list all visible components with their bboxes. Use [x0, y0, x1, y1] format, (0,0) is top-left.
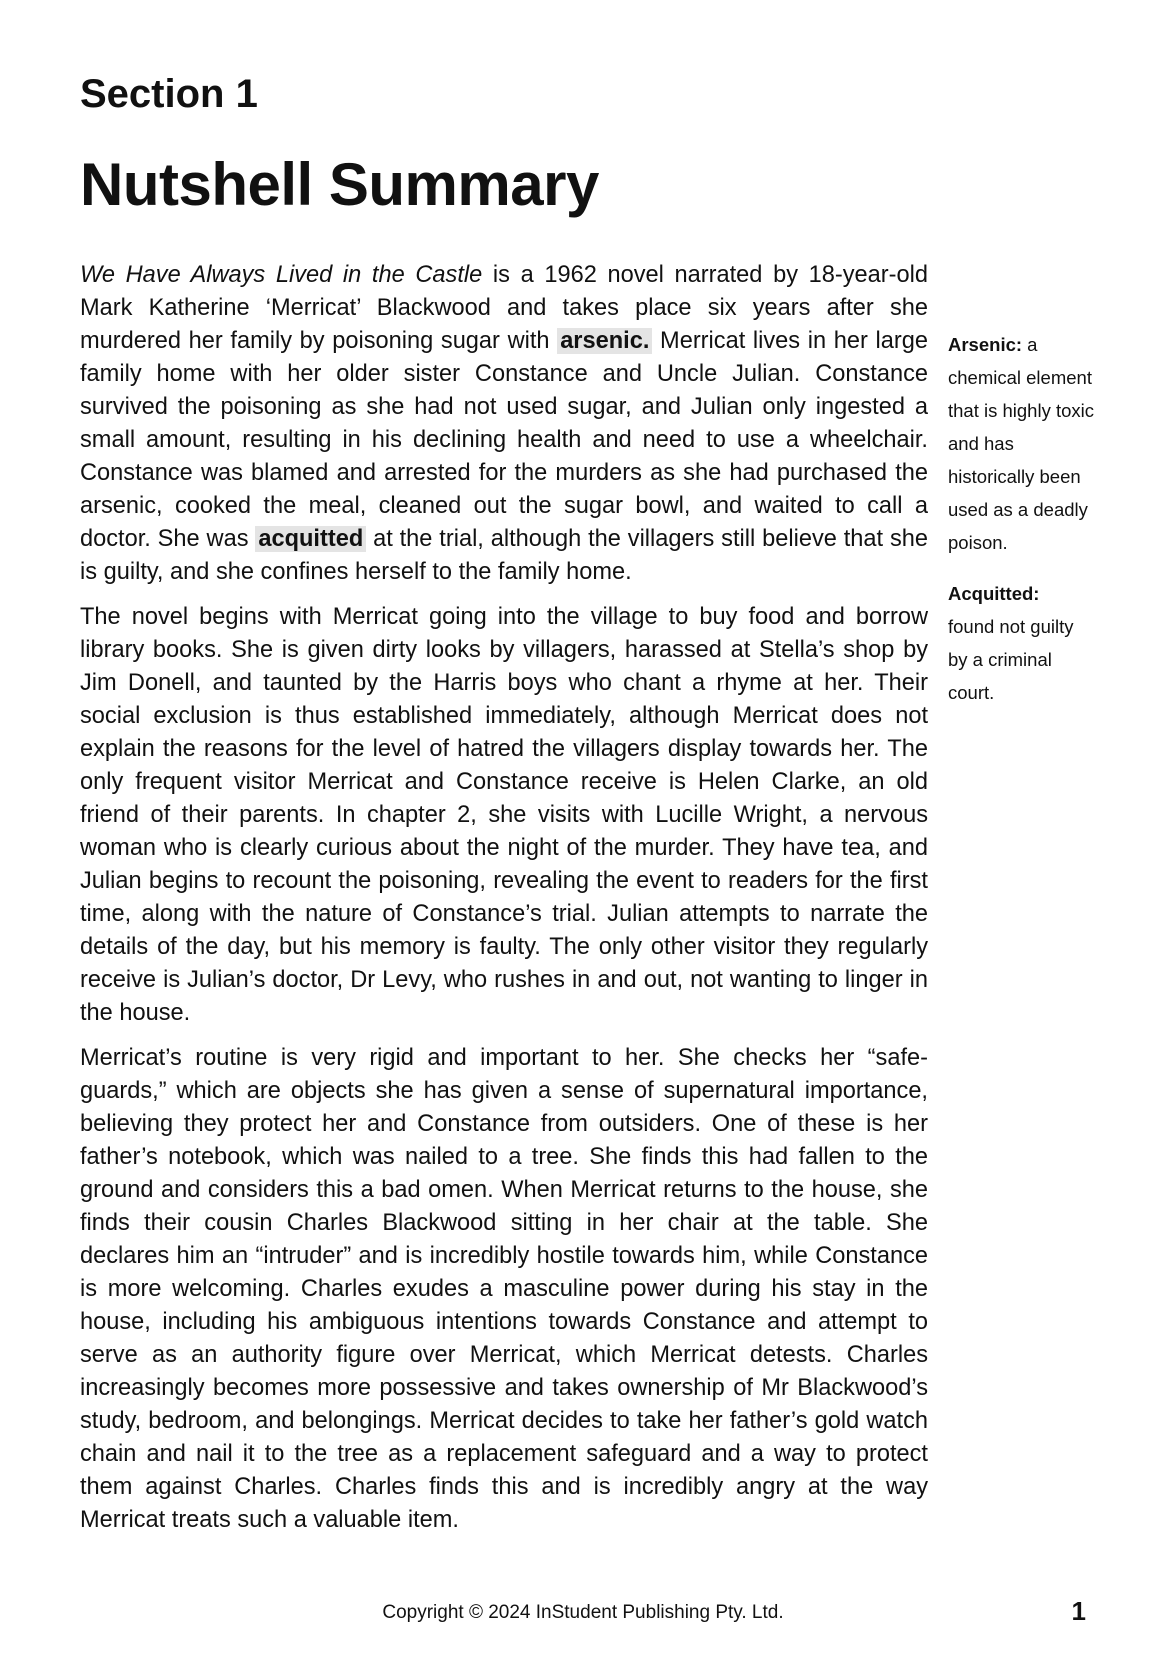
glossary-sidebar	[948, 328, 1098, 727]
main-text	[80, 259, 928, 1549]
glossary-definition: found not guilty by a criminal court.	[948, 616, 1074, 703]
paragraph-3: Merricat’s routine is very rigid and important to her. She checks her “safe-guards,” which are objects she has given a sense of supernatural importance, believing they protect her and Constance from outsiders. One of these is her father’s notebook, which was nailed to a tree. She finds this had fallen to the ground and considers this a bad omen. When Merricat returns to the house, she finds their cousin Charles Blackwood sitting in her chair at the table. She declares him an “intruder” and is incredibly hostile towards him, while Constance is more welcoming. Charles exudes a masculine power during his stay in the house, including his ambiguous intentions towards Constance and attempt to serve as an authority figure over Merricat, which Merricat detests. Charles increasingly becomes more possessive and takes ownership of Mr Blackwood’s study, bedroom, and belongings. Merricat decides to take her father’s gold watch chain and nail it to the tree as a replacement safeguard and a way to protect them against Charles. Charles finds this and is incredibly angry at the way Merricat treats such a valuable item.	[80, 1045, 928, 1533]
copyright-footer: Copyright © 2024 InStudent Publishing Pty. Ltd.	[382, 1602, 784, 1623]
paragraph-2: The novel begins with Merricat going into the village to buy food and borrow library books. She is given dirty looks by villagers, harassed at Stella’s shop by Jim Donell, and taunted by the Harris boys who chant a rhyme at her. Their social exclusion is thus established immediately, although Merricat does not explain the reasons for the level of hatred the villagers display towards her. The only frequent visitor Merricat and Constance receive is Helen Clarke, an old friend of their parents. In chapter 2, she visits with Lucille Wright, a nervous woman who is clearly curious about the night of the murder. They have tea, and Julian begins to recount the poisoning, revealing the event to readers for the first time, along with the nature of Constance’s trial. Julian attempts to narrate the details of the day, but his memory is faulty. The only other visitor they regularly receive is Julian’s doctor, Dr Levy, who rushes in and out, not wanting to linger in the house.	[80, 604, 928, 1026]
glossary-definition: a chemical element that is highly toxic and has historically been used as a deadly poison.	[948, 334, 1095, 553]
paragraph-1-text-c: at the trial, although the villagers still believe that she is guilty, and she confines herself to the family home.	[80, 526, 928, 585]
page-number: 1	[1071, 1596, 1086, 1626]
page-title: Nutshell Summary	[80, 151, 599, 218]
paragraph-1-text-b: Merricat lives in her large family home with her older sister Constance and Uncle Julian. Constance survived the poisoning as she had not used sugar, and Julian only ingested a small amount, resulting in his declining health and need to use a wheelchair. Constance was blamed and arrested for the murders as she had purchased the arsenic, cooked the meal, cleaned out the sugar bowl, and waited to call a doctor. She was	[80, 328, 928, 552]
highlighted-term-acquitted: acquitted	[255, 526, 366, 552]
paragraph-1-text-a: is a 1962 novel narrated by 18-year-old Mark Katherine ‘Merricat’ Blackwood and takes place six years after she murdered her family by poisoning sugar with	[80, 262, 928, 354]
highlighted-term-arsenic: arsenic.	[557, 328, 652, 354]
section-label: Section 1	[80, 72, 258, 116]
glossary-entry-arsenic	[948, 328, 1098, 559]
book-title: We Have Always Lived in the Castle	[80, 262, 483, 288]
glossary-entry-acquitted	[948, 577, 1098, 709]
paragraph-1	[80, 259, 928, 589]
glossary-term: Acquitted:	[948, 583, 1040, 604]
glossary-term: Arsenic:	[948, 334, 1023, 355]
